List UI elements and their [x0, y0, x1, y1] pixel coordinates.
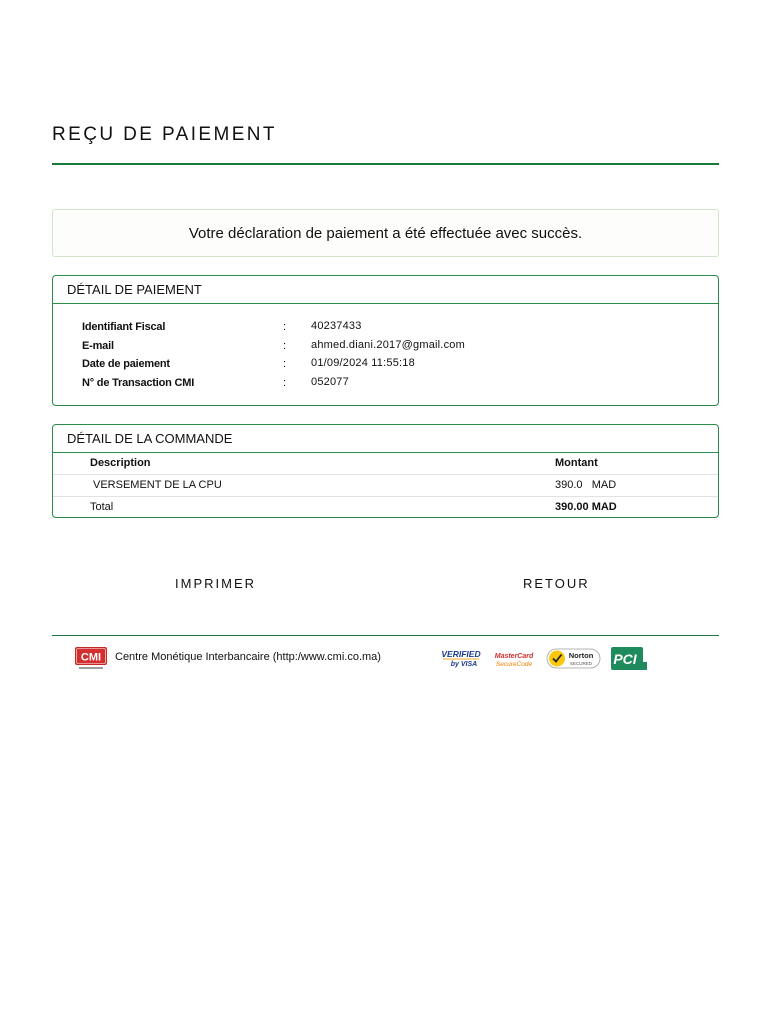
footer-text: Centre Monétique Interbancaire (http:/www.cmi.co.ma)	[115, 651, 381, 663]
cmi-logo-text: CMI	[80, 651, 102, 664]
pci-badge-text: PCI	[613, 651, 637, 667]
title-divider	[52, 163, 719, 165]
payment-detail-heading: DÉTAIL DE PAIEMENT	[53, 276, 718, 304]
footer-divider	[52, 635, 719, 636]
detail-label: Date de paiement	[82, 358, 170, 370]
detail-value: 40237433	[311, 320, 362, 332]
detail-row-payment-date	[53, 355, 718, 374]
visa-badge-line1: VERIFIED	[441, 649, 481, 659]
total-amount: 390.00 MAD	[555, 501, 617, 513]
detail-row-fiscal-id	[53, 318, 718, 337]
detail-label: Identifiant Fiscal	[82, 321, 166, 333]
detail-value: 052077	[311, 375, 349, 388]
total-label: Total	[90, 501, 114, 513]
order-detail-heading: DÉTAIL DE LA COMMANDE	[53, 425, 718, 453]
column-header-amount: Montant	[555, 457, 598, 469]
norton-badge-line2: SECURED	[569, 661, 593, 666]
norton-badge-line1: Norton	[568, 651, 594, 660]
item-description: VERSEMENT DE LA CPU	[93, 479, 222, 491]
detail-row-email	[53, 337, 718, 356]
norton-secured-badge	[546, 646, 601, 672]
page-title: REÇU DE PAIEMENT	[52, 124, 277, 145]
detail-separator: :	[283, 358, 287, 370]
visa-badge-line2: by VISA	[450, 661, 478, 668]
payment-detail-list	[53, 304, 718, 392]
total-row	[53, 497, 718, 518]
footer	[75, 646, 675, 674]
back-button[interactable]: RETOUR	[519, 574, 594, 593]
mc-badge-line1: MasterCard	[494, 653, 534, 660]
print-button[interactable]: IMPRIMER	[171, 574, 260, 593]
detail-value: ahmed.diani.2017@gmail.com	[311, 338, 465, 351]
success-message: Votre déclaration de paiement a été effectuée avec succès.	[188, 224, 583, 242]
pci-dss-badge	[610, 646, 648, 672]
success-alert	[52, 209, 719, 257]
column-header-description: Description	[90, 457, 151, 469]
detail-separator: :	[283, 376, 287, 389]
detail-row-transaction	[53, 374, 718, 393]
detail-value: 01/09/2024 11:55:18	[311, 357, 415, 369]
mc-badge-line2: SecureCode	[495, 661, 533, 668]
detail-separator: :	[283, 339, 287, 352]
order-table-header	[53, 453, 718, 475]
verified-by-visa-badge	[440, 646, 482, 672]
mastercard-securecode-badge	[494, 646, 534, 672]
detail-label: E-mail	[82, 339, 114, 352]
payment-detail-panel	[52, 275, 719, 406]
detail-label: N° de Transaction CMI	[82, 376, 195, 389]
detail-separator: :	[283, 321, 287, 333]
cmi-logo	[75, 647, 107, 671]
order-detail-panel	[52, 424, 719, 518]
item-amount: 390.0 MAD	[555, 479, 617, 491]
table-row	[53, 475, 718, 497]
